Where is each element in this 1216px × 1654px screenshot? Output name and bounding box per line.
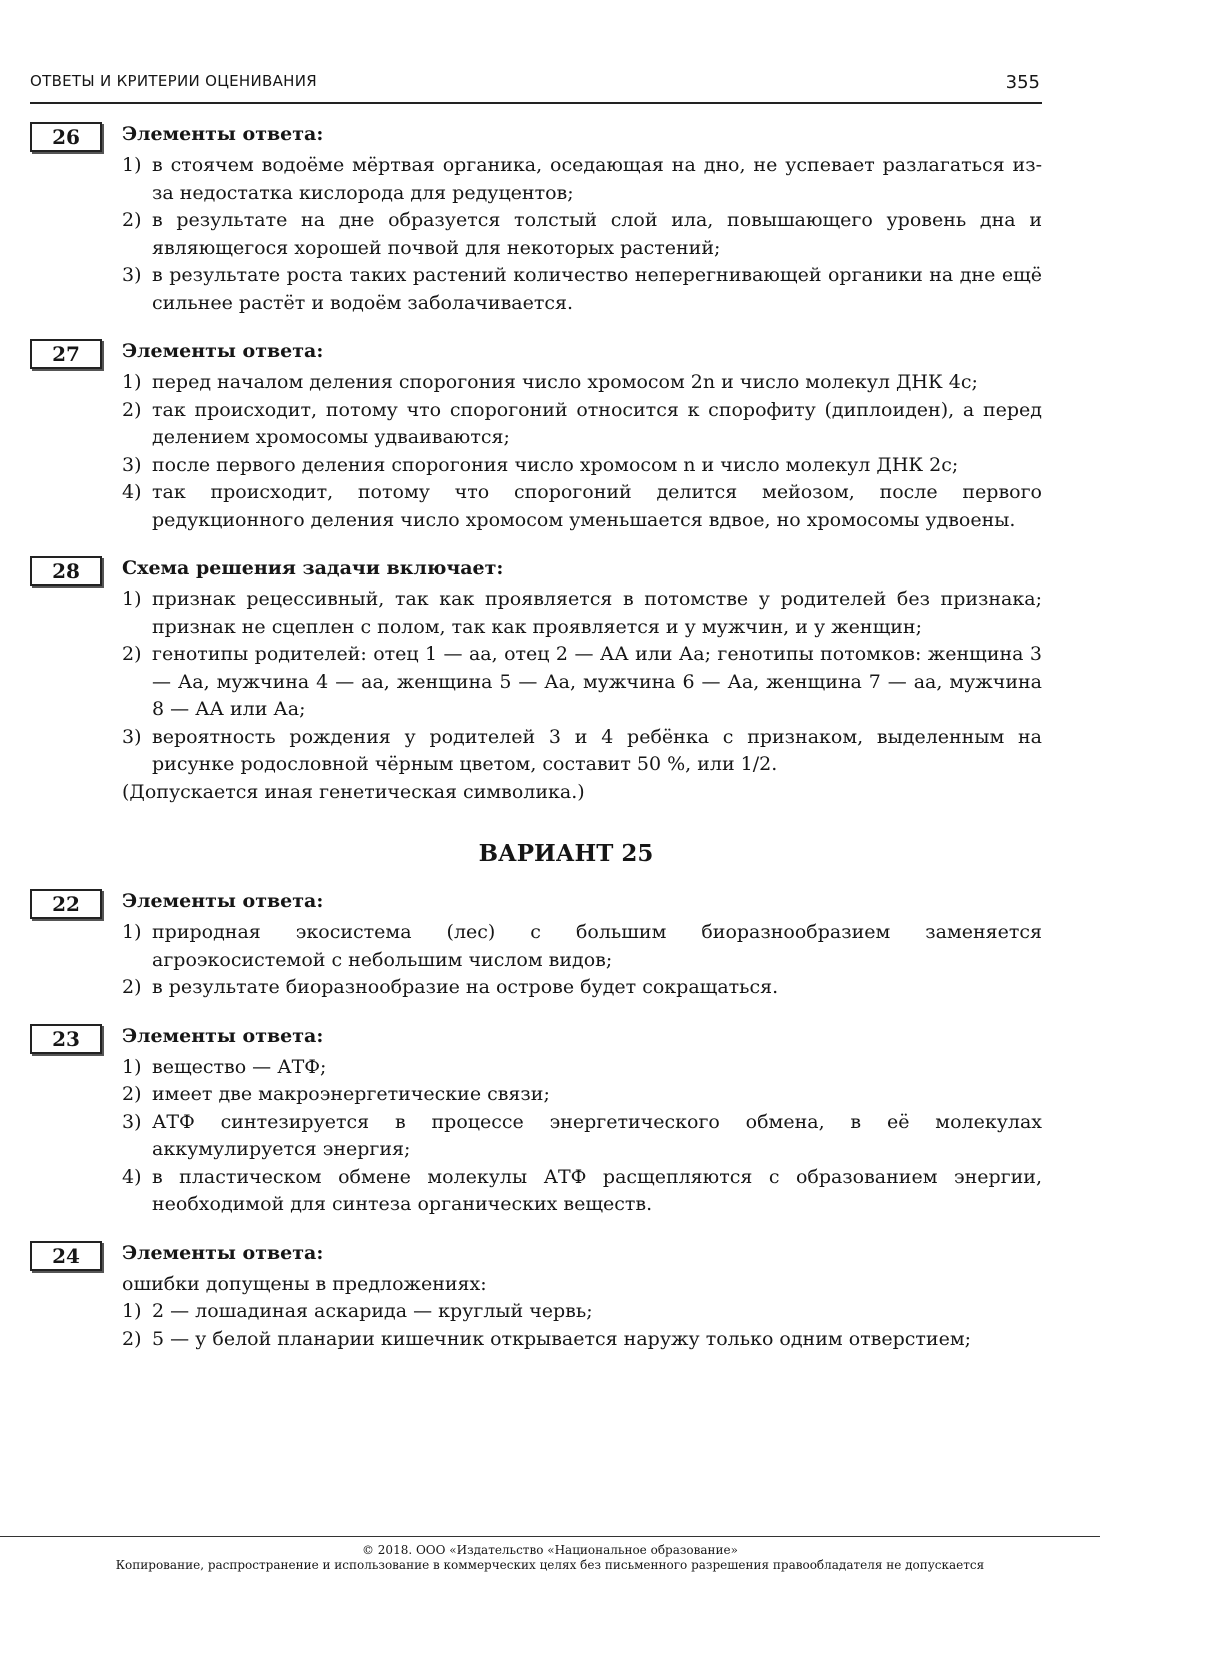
- item-text: перед началом деления спорогония число хромосом 2n и число молекул ДНК 4с;: [152, 371, 978, 393]
- item-number: 2): [122, 398, 142, 421]
- item-text: так происходит, потому что спорогоний делится мейозом, после первого редукционного деления число хромосом уменьшается вдвое, но хромосомы удвоены.: [152, 481, 1042, 531]
- task-intro: ошибки допущены в предложениях:: [122, 1272, 487, 1295]
- item-text: имеет две макроэнергетические связи;: [152, 1083, 550, 1105]
- task-number: 28: [30, 556, 102, 586]
- answer-item: [122, 1298, 1042, 1326]
- task-number: 23: [30, 1024, 102, 1054]
- task-24: [30, 1239, 1042, 1354]
- item-number: 4): [122, 1165, 142, 1188]
- task-number: 26: [30, 122, 102, 152]
- item-number: 3): [122, 725, 142, 748]
- answer-item: [122, 1164, 1042, 1219]
- item-text: вероятность рождения у родителей 3 и 4 ребёнка с признаком, выделенным на рисунке родословной чёрным цветом, составит 50 %, или 1/2.: [152, 725, 1042, 775]
- item-number: 2): [122, 1083, 142, 1105]
- item-text: АТФ синтезируется в процессе энергетического обмена, в её молекулах аккумулируется энергия;: [152, 1110, 1042, 1160]
- item-text: вещество — АТФ;: [152, 1055, 327, 1078]
- item-text: в результате роста таких растений количество неперегнивающей органики на дне ещё сильнее растёт и водоём заболачивается.: [152, 264, 1042, 314]
- item-text: генотипы родителей: отец 1 — аа, отец 2 — АА или Аа; генотипы потомков: женщина 3 — Аа, мужчина 4 — аа, женщина 5 — Аа, мужчина 6 — Аа, женщина 7 — аа, мужчина 8 — АА или Аа;: [152, 643, 1042, 720]
- task-28: [30, 554, 1042, 806]
- task-27: [30, 337, 1042, 534]
- task-heading: Элементы ответа:: [122, 123, 324, 145]
- item-number: 1): [122, 1300, 142, 1322]
- item-number: 1): [122, 1055, 142, 1078]
- item-text: в стоячем водоёме мёртвая органика, оседающая на дно, не успевает разлагаться из-за недостатка кислорода для редуцентов;: [152, 154, 1042, 204]
- item-text: так происходит, потому что спорогоний относится к спорофиту (диплоиден), а перед делением хромосомы удваиваются;: [152, 398, 1042, 448]
- item-text: после первого деления спорогония число хромосом n и число молекул ДНК 2с;: [152, 453, 959, 476]
- answer-item: [122, 262, 1042, 317]
- item-number: 2): [122, 1327, 142, 1350]
- item-text: в результате на дне образуется толстый слой ила, повышающего уровень дна и являющегося хорошей почвой для некоторых растений;: [152, 209, 1042, 259]
- task-number: 27: [30, 339, 102, 369]
- answer-item: [122, 724, 1042, 779]
- answer-item: [122, 152, 1042, 207]
- answer-item: [122, 452, 1042, 480]
- page-footer: [0, 1536, 1100, 1573]
- item-text: признак рецессивный, так как проявляется в потомстве у родителей без признака; признак не сцеплен с полом, так как проявляется и у мужчин, и у женщин;: [152, 588, 1042, 638]
- item-text: в пластическом обмене молекулы АТФ расщепляются с образованием энергии, необходимой для синтеза органических веществ.: [152, 1165, 1042, 1215]
- answer-item: [122, 369, 1042, 397]
- task-number: 24: [30, 1241, 102, 1271]
- task-heading: Элементы ответа:: [122, 890, 324, 912]
- answer-item: [122, 919, 1042, 974]
- task-22: [30, 887, 1042, 1002]
- task-23: [30, 1022, 1042, 1219]
- item-number: 3): [122, 1110, 142, 1133]
- item-text: природная экосистема (лес) с большим биоразнообразием заменяется агроэкосистемой с небольшим числом видов;: [152, 921, 1042, 971]
- answer-item: [122, 1326, 1042, 1354]
- answer-item: [122, 207, 1042, 262]
- answer-item: [122, 641, 1042, 724]
- answer-item: [122, 479, 1042, 534]
- page-header: [30, 70, 1042, 104]
- item-text: 5 — у белой планарии кишечник открывается наружу только одним отверстием;: [152, 1327, 971, 1350]
- item-number: 1): [122, 588, 142, 610]
- answer-item: [122, 974, 1042, 1002]
- item-text: в результате биоразнообразие на острове будет сокращаться.: [152, 976, 779, 998]
- page-content: [30, 120, 1042, 1373]
- item-number: 2): [122, 643, 142, 665]
- item-number: 2): [122, 976, 142, 998]
- item-text: 2 — лошадиная аскарида — круглый червь;: [152, 1300, 593, 1322]
- answer-item: [122, 586, 1042, 641]
- answer-item: [122, 397, 1042, 452]
- task-heading: Элементы ответа:: [122, 340, 324, 362]
- item-number: 1): [122, 154, 142, 176]
- copyright-line: © 2018. ООО «Издательство «Национальное образование»: [361, 1543, 738, 1557]
- answer-item: [122, 1109, 1042, 1164]
- item-number: 1): [122, 921, 142, 943]
- task-26: [30, 120, 1042, 317]
- variant-title: ВАРИАНТ 25: [478, 840, 654, 867]
- item-number: 2): [122, 209, 142, 231]
- item-number: 3): [122, 264, 142, 286]
- task-heading: Элементы ответа:: [122, 1024, 324, 1047]
- item-number: 1): [122, 371, 142, 393]
- task-note: (Допускается иная генетическая символика.): [122, 780, 585, 803]
- task-heading: Элементы ответа:: [122, 1241, 324, 1264]
- copyright-notice: Копирование, распространение и использование в коммерческих целях без письменного разрешения правообладателя не допускается: [115, 1558, 985, 1572]
- page-number: 355: [1005, 72, 1040, 93]
- running-title: ОТВЕТЫ И КРИТЕРИИ ОЦЕНИВАНИЯ: [30, 72, 318, 90]
- answer-item: [122, 1054, 1042, 1082]
- item-number: 3): [122, 453, 142, 476]
- task-number: 22: [30, 889, 102, 919]
- item-number: 4): [122, 481, 142, 503]
- task-heading: Схема решения задачи включает:: [122, 557, 504, 579]
- answer-item: [122, 1081, 1042, 1109]
